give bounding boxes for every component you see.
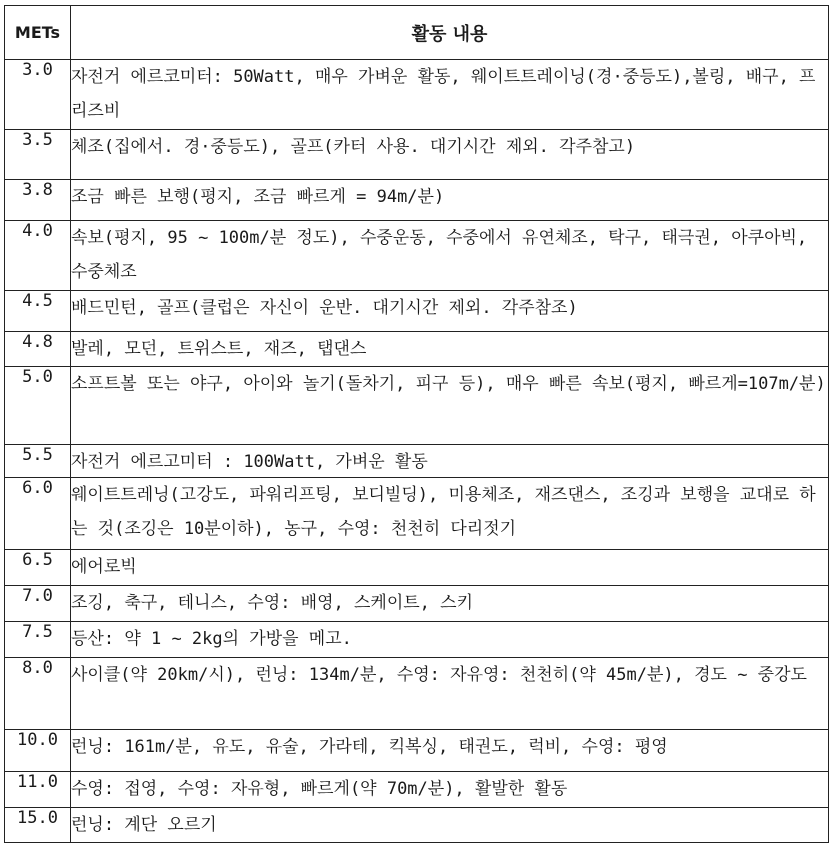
table-header-row — [5, 6, 829, 60]
activity-description: 체조(집에서. 경·중등도), 골프(카터 사용. 대기시간 제외. 각주참고) — [71, 130, 829, 180]
table-row — [5, 332, 829, 367]
mets-value: 3.5 — [5, 130, 71, 180]
activity-description: 속보(평지, 95 ~ 100m/분 정도), 수중운동, 수중에서 유연체조, 탁구, 태극권, 아쿠아빅, 수중체조 — [71, 221, 829, 291]
mets-activity-table — [4, 5, 829, 843]
activity-description: 사이클(약 20km/시), 런닝: 134m/분, 수영: 자유영: 천천히(약 45m/분), 경도 ~ 중강도 — [71, 658, 829, 730]
mets-value: 5.5 — [5, 445, 71, 478]
activity-description: 런닝: 161m/분, 유도, 유술, 가라테, 킥복싱, 태권도, 럭비, 수영: 평영 — [71, 730, 829, 772]
table-row — [5, 445, 829, 478]
mets-value: 4.8 — [5, 332, 71, 367]
activity-description: 배드민턴, 골프(클럽은 자신이 운반. 대기시간 제외. 각주참조) — [71, 291, 829, 332]
mets-value: 8.0 — [5, 658, 71, 730]
table-row — [5, 291, 829, 332]
mets-value: 10.0 — [5, 730, 71, 772]
activity-description: 런닝: 계단 오르기 — [71, 808, 829, 843]
mets-value: 6.5 — [5, 550, 71, 586]
activity-description: 수영: 접영, 수영: 자유형, 빠르게(약 70m/분), 활발한 활동 — [71, 772, 829, 808]
table-row — [5, 478, 829, 550]
mets-value: 4.0 — [5, 221, 71, 291]
mets-value: 7.0 — [5, 586, 71, 622]
mets-value: 15.0 — [5, 808, 71, 843]
table-row — [5, 730, 829, 772]
activity-description: 웨이트트레닝(고강도, 파워리프팅, 보디빌딩), 미용체조, 재즈댄스, 조깅과 보행을 교대로 하는 것(조깅은 10분이하), 농구, 수영: 천천히 다리젓기 — [71, 478, 829, 550]
table-row — [5, 367, 829, 445]
mets-value: 3.8 — [5, 180, 71, 221]
table-row — [5, 221, 829, 291]
mets-column-header: METs — [5, 6, 71, 60]
mets-value: 6.0 — [5, 478, 71, 550]
table-row — [5, 130, 829, 180]
mets-value: 3.0 — [5, 60, 71, 130]
activity-description: 발레, 모던, 트위스트, 재즈, 탭댄스 — [71, 332, 829, 367]
activity-description: 조깅, 축구, 테니스, 수영: 배영, 스케이트, 스키 — [71, 586, 829, 622]
table-row — [5, 550, 829, 586]
mets-value: 7.5 — [5, 622, 71, 658]
table-row — [5, 622, 829, 658]
mets-value: 11.0 — [5, 772, 71, 808]
mets-value: 4.5 — [5, 291, 71, 332]
activity-description: 조금 빠른 보행(평지, 조금 빠르게 = 94m/분) — [71, 180, 829, 221]
table-row — [5, 808, 829, 843]
activity-description: 자전거 에르코미터: 50Watt, 매우 가벼운 활동, 웨이트트레이닝(경·중등도),볼링, 배구, 프리즈비 — [71, 60, 829, 130]
activity-description: 등산: 약 1 ~ 2kg의 가방을 메고. — [71, 622, 829, 658]
mets-value: 5.0 — [5, 367, 71, 445]
table-row — [5, 586, 829, 622]
activity-description: 소프트볼 또는 야구, 아이와 놀기(돌차기, 피구 등), 매우 빠른 속보(평지, 빠르게=107m/분) — [71, 367, 829, 445]
table-row — [5, 60, 829, 130]
activity-description: 자전거 에르고미터 : 100Watt, 가벼운 활동 — [71, 445, 829, 478]
activity-description: 에어로빅 — [71, 550, 829, 586]
activity-column-header: 활동 내용 — [71, 6, 829, 60]
table-row — [5, 772, 829, 808]
table-row — [5, 658, 829, 730]
table-row — [5, 180, 829, 221]
